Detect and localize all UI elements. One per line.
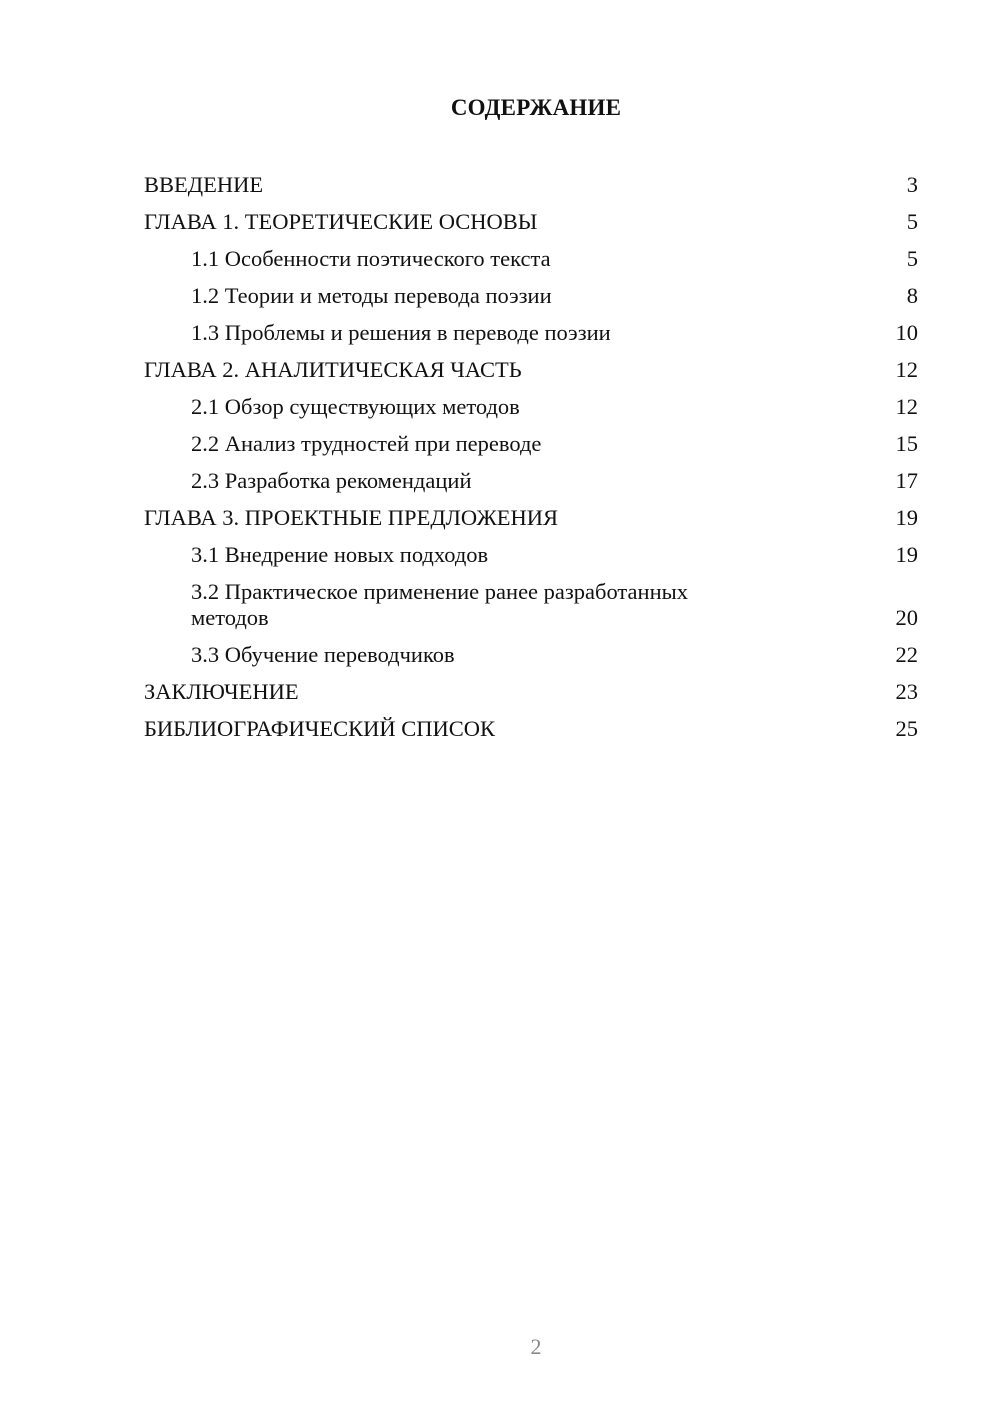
toc-entry-bibliography[interactable]: [144, 710, 918, 747]
toc-entry-chapter-1[interactable]: [144, 203, 918, 240]
toc-entry-page: 19: [895, 542, 918, 567]
toc-entry-page: 20: [895, 605, 918, 630]
page-number: 2: [530, 1334, 542, 1359]
toc-entry-page: 12: [895, 357, 918, 382]
toc-entry-section-1-1[interactable]: [144, 240, 918, 277]
toc-entry-section-2-3[interactable]: [144, 462, 918, 499]
toc-entry-title: 3.2 Практическое применение ранее разработанных методов: [191, 579, 688, 630]
toc-entry-page: 5: [906, 209, 918, 234]
toc-entry-page: 5: [906, 246, 918, 271]
toc-entry-section-1-2[interactable]: [144, 277, 918, 314]
toc-entry-section-3-1[interactable]: [144, 536, 918, 573]
toc-entry-section-1-3[interactable]: [144, 314, 918, 351]
toc-entry-page: 12: [895, 394, 918, 419]
toc-entry-chapter-2[interactable]: [144, 351, 918, 388]
toc-entry-page: 23: [895, 679, 918, 704]
toc-entry-title: 3.1 Внедрение новых подходов: [191, 542, 489, 567]
toc-entry-introduction[interactable]: [144, 166, 918, 203]
toc-entry-page: 3: [906, 172, 918, 197]
toc-entry-page: 15: [895, 431, 918, 456]
page-title: СОДЕРЖАНИЕ: [450, 95, 622, 120]
toc-entry-title: ВВЕДЕНИЕ: [144, 172, 264, 197]
table-of-contents: [144, 166, 918, 747]
toc-entry-page: 10: [895, 320, 918, 345]
toc-entry-title: 1.1 Особенности поэтического текста: [191, 246, 551, 271]
toc-entry-page: 22: [895, 642, 918, 667]
toc-entry-title: ГЛАВА 3. ПРОЕКТНЫЕ ПРЕДЛОЖЕНИЯ: [144, 505, 559, 530]
toc-entry-title: 2.1 Обзор существующих методов: [191, 394, 520, 419]
toc-entry-page: 8: [906, 283, 918, 308]
toc-entry-page: 19: [895, 505, 918, 530]
toc-entry-section-2-2[interactable]: [144, 425, 918, 462]
toc-entry-section-2-1[interactable]: [144, 388, 918, 425]
toc-entry-page: 17: [895, 468, 918, 493]
toc-entry-title: 3.3 Обучение переводчиков: [191, 642, 455, 667]
toc-entry-title: 2.2 Анализ трудностей при переводе: [191, 431, 542, 456]
toc-entry-title: ГЛАВА 1. ТЕОРЕТИЧЕСКИЕ ОСНОВЫ: [144, 209, 538, 234]
toc-entry-title: 1.3 Проблемы и решения в переводе поэзии: [191, 320, 611, 345]
toc-entry-title: ГЛАВА 2. АНАЛИТИЧЕСКАЯ ЧАСТЬ: [144, 357, 522, 382]
toc-entry-title: БИБЛИОГРАФИЧЕСКИЙ СПИСОК: [144, 716, 496, 741]
toc-entry-page: 25: [895, 716, 918, 741]
toc-entry-section-3-2[interactable]: [144, 573, 918, 636]
toc-entry-section-3-3[interactable]: [144, 636, 918, 673]
toc-entry-conclusion[interactable]: [144, 673, 918, 710]
toc-entry-title: ЗАКЛЮЧЕНИЕ: [144, 679, 299, 704]
toc-entry-chapter-3[interactable]: [144, 499, 918, 536]
toc-entry-title: 1.2 Теории и методы перевода поэзии: [191, 283, 552, 308]
toc-entry-title: 2.3 Разработка рекомендаций: [191, 468, 472, 493]
